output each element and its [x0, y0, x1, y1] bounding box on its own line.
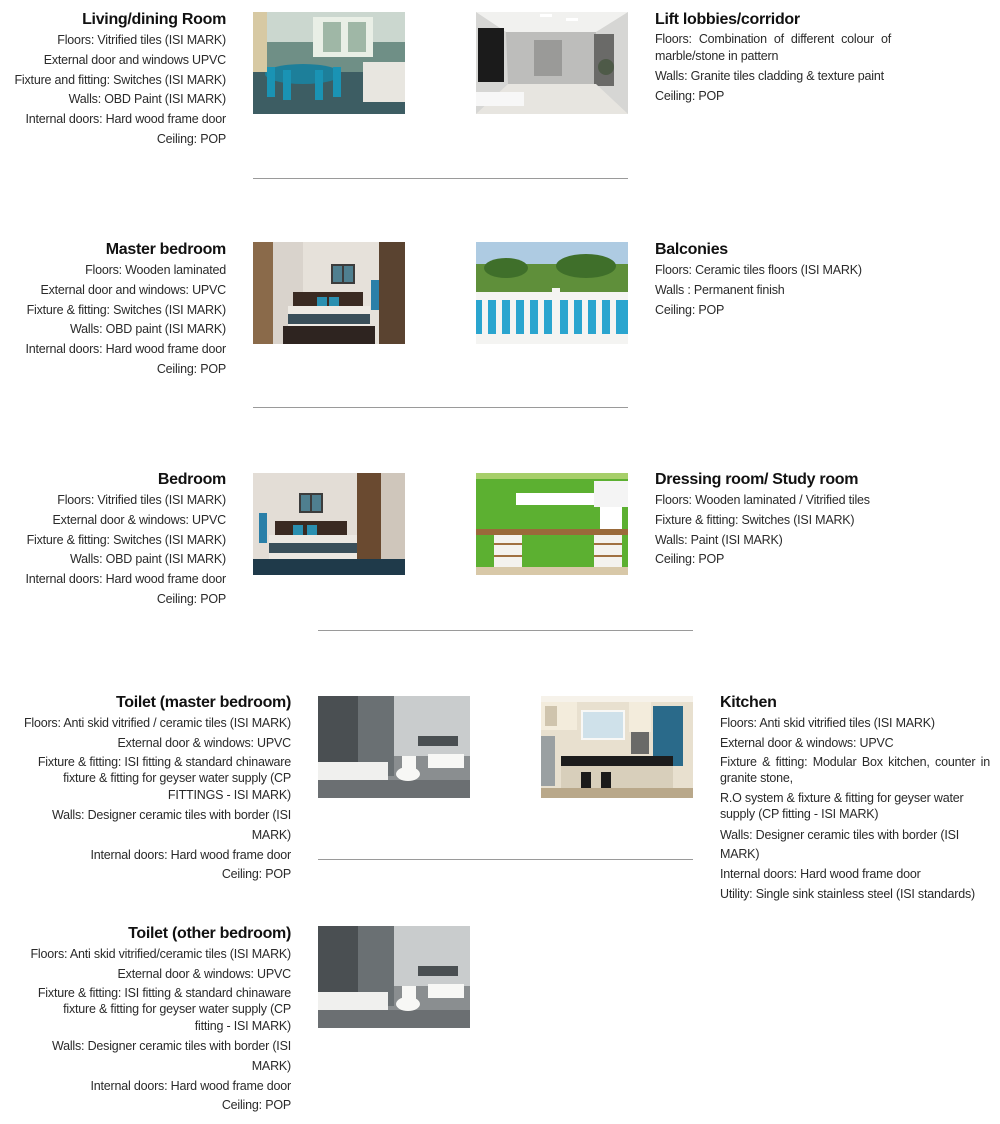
master-bedroom-photo: [253, 242, 405, 344]
spec-line: Ceiling: POP: [221, 1098, 291, 1113]
section-divider: [318, 630, 693, 631]
spec-line: Fixture & fitting: Switches (ISI MARK): [26, 302, 226, 317]
spec-line: Floors: Combination of different colour of marble/stone in pattern: [655, 32, 891, 63]
spec-line: Fixture & fitting: Switches (ISI MARK): [26, 532, 226, 547]
toilet-master-spec: [10, 692, 291, 885]
kitchen-spec: [720, 692, 990, 905]
spec-line: Fixture & fitting: ISI fitting & standard chinaware fixture & fitting for geyser water supply (CP FITTINGS - ISI MARK): [37, 754, 291, 802]
spec-line: Ceiling: POP: [655, 88, 725, 103]
spec-line: Walls: Designer ceramic tiles with border (ISI MARK): [720, 827, 960, 862]
spec-line: Floors: Wooden laminated / Vitrified tiles: [655, 493, 870, 507]
spec-line: Fixture & fitting: Modular Box kitchen, counter in granite stone,: [720, 754, 990, 786]
section-divider: [318, 859, 693, 860]
spec-line: Internal doors: Hard wood frame door: [720, 867, 921, 882]
lift-lobby-photo: [476, 12, 628, 114]
spec-line: External door & windows: UPVC: [117, 966, 291, 981]
spec-line: Internal doors: Hard wood frame door: [25, 342, 226, 357]
spec-line: Fixture & fitting: ISI fitting & standard chinaware fixture & fitting for geyser water supply (CP fitting - ISI MARK): [37, 985, 291, 1033]
section-title: Toilet (other bedroom): [128, 925, 291, 942]
dressing-study-spec: [655, 469, 895, 570]
bedroom-spec: [10, 469, 226, 610]
section-title: Dressing room/ Study room: [655, 471, 859, 488]
spec-line: Fixture & fitting: Switches (ISI MARK): [655, 512, 855, 527]
spec-line: Fixture and fitting: Switches (ISI MARK): [14, 72, 226, 87]
spec-line: External door and windows UPVC: [43, 52, 226, 67]
spec-line: Internal doors: Hard wood frame door: [90, 847, 291, 862]
spec-line: Walls: OBD paint (ISI MARK): [70, 322, 226, 337]
toilet-other-photo: [318, 926, 470, 1028]
spec-line: Ceiling: POP: [655, 552, 725, 567]
balconies-photo: [476, 242, 628, 344]
toilet-other-spec: [10, 923, 291, 1116]
section-title: Balconies: [655, 241, 728, 258]
spec-line: Floors: Wooden laminated: [85, 263, 226, 277]
section-title: Kitchen: [720, 694, 777, 711]
spec-line: Internal doors: Hard wood frame door: [25, 572, 226, 587]
living-dining-photo: [253, 12, 405, 114]
spec-line: Walls: Designer ceramic tiles with border (ISI MARK): [51, 808, 291, 842]
balconies-spec: [655, 239, 891, 320]
spec-line: Walls: OBD paint (ISI MARK): [70, 552, 226, 567]
section-divider: [253, 407, 628, 408]
kitchen-photo: [541, 696, 693, 798]
spec-line: Walls : Permanent finish: [655, 282, 785, 297]
spec-line: Floors: Vitrified tiles (ISI MARK): [57, 493, 226, 507]
spec-line: Ceiling: POP: [221, 867, 291, 882]
section-title: Living/dining Room: [82, 11, 226, 28]
spec-line: Walls: Designer ceramic tiles with border (ISI MARK): [51, 1039, 291, 1073]
spec-line: Ceiling: POP: [156, 591, 226, 606]
spec-line: Floors: Ceramic tiles floors (ISI MARK): [655, 263, 862, 277]
section-divider: [253, 178, 628, 179]
spec-line: Ceiling: POP: [156, 361, 226, 376]
dressing-study-photo: [476, 473, 628, 575]
spec-line: Floors: Anti skid vitrified / ceramic tiles (ISI MARK): [23, 716, 291, 730]
spec-line: Utility: Single sink stainless steel (ISI standards): [720, 886, 975, 901]
spec-line: External door & windows: UPVC: [117, 735, 291, 750]
spec-line: Internal doors: Hard wood frame door: [90, 1078, 291, 1093]
spec-line: External door & windows: UPVC: [720, 735, 894, 750]
section-title: Lift lobbies/corridor: [655, 11, 800, 28]
spec-line: R.O system & fixture & fitting for geyser water supply (CP fitting - ISI MARK): [720, 790, 964, 822]
section-title: Master bedroom: [105, 241, 226, 258]
lift-lobbies-spec: [655, 9, 891, 107]
spec-line: Walls: OBD Paint (ISI MARK): [68, 92, 226, 107]
spec-line: External door and windows: UPVC: [40, 282, 226, 297]
spec-line: Walls: Granite tiles cladding & texture paint: [655, 69, 884, 83]
spec-line: Floors: Vitrified tiles (ISI MARK): [57, 33, 226, 47]
spec-line: Floors: Anti skid vitrified tiles (ISI MARK): [720, 716, 935, 730]
section-title: Toilet (master bedroom): [115, 694, 291, 711]
bedroom-photo: [253, 473, 405, 575]
toilet-master-photo: [318, 696, 470, 798]
living-dining-spec: [10, 9, 226, 150]
spec-line: Internal doors: Hard wood frame door: [25, 112, 226, 127]
master-bedroom-spec: [10, 239, 226, 380]
spec-line: Floors: Anti skid vitrified/ceramic tiles (ISI MARK): [30, 947, 291, 961]
spec-line: External door & windows: UPVC: [52, 512, 226, 527]
spec-line: Ceiling: POP: [655, 302, 725, 317]
spec-line: Walls: Paint (ISI MARK): [655, 532, 783, 547]
section-title: Bedroom: [157, 471, 226, 488]
spec-line: Ceiling: POP: [156, 131, 226, 146]
